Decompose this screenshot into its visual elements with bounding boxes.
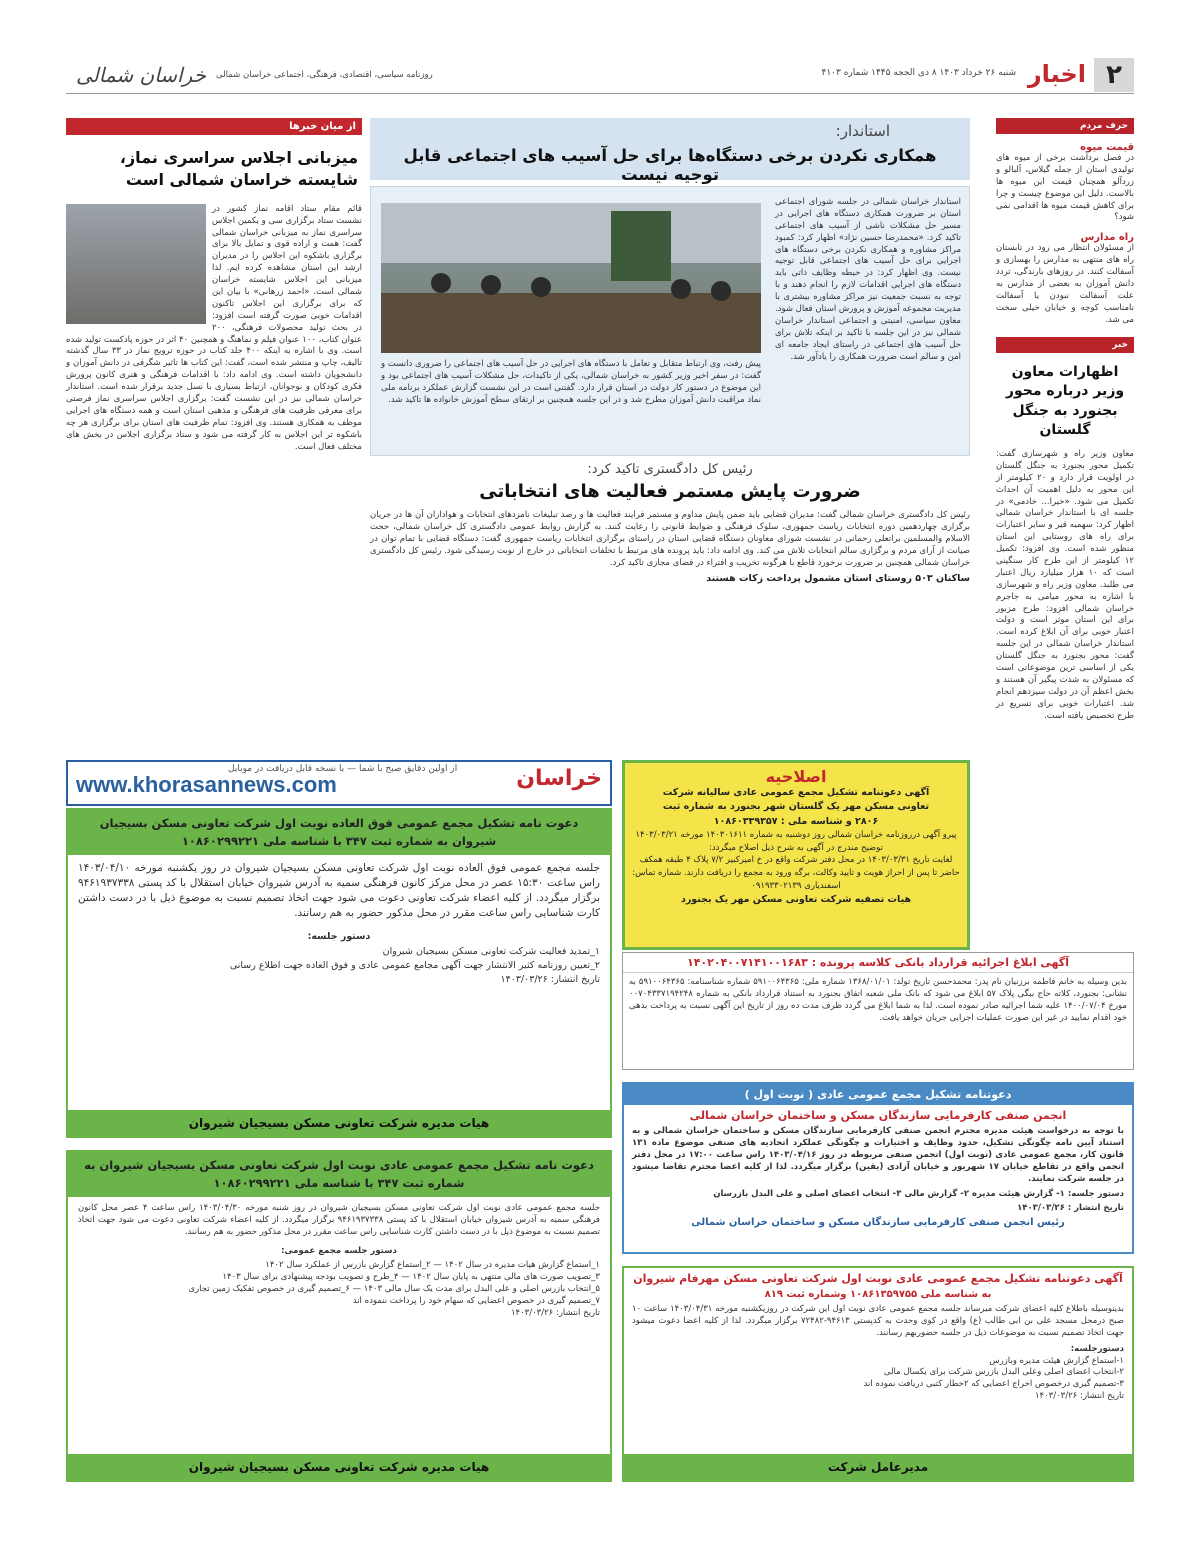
correction-line: ۲۸۰۶ و شناسه ملی : ۱۰۸۶۰۳۳۹۳۵۷	[713, 815, 879, 827]
page-number: ۲	[1094, 58, 1134, 92]
correction-signature: هیات تصفیه شرکت تعاونی مسکن مهر یک بجنورد	[680, 893, 912, 905]
item-heading: راه مدارس	[1080, 232, 1134, 244]
item-body: در فصل برداشت برخی از میوه های تولیدی استان از جمله گیلاس، آلبالو و زردآلو همچنان قیمت این میوه ها بالاست. دلیل این موضوع چیست و چرا برای کاهش قیمت میوه ها اقدامی نمی شود؟	[996, 153, 1134, 223]
conference-photo	[66, 204, 206, 324]
news-body: معاون وزیر راه و شهرسازی گفت: تکمیل محور بجنورد به جنگل گلستان در اولویت قرار دارد و ۲۰ کیلومتر از این محور به دلیل اهمیت آن احداث تکمیل می شود. «خیرا... خادمی» در جلسه ای با استاندار خراسان شمالی اظهار کرد: سهمیه قیر و سایر اعتبارات برای راه های روستایی این استان منظور شده است. وی افزود: تکمیل ۱۲ کیلومتر از این طرح کار سنگینی است که ۱۰ هزار میلیارد ریال اعتبار می طلبد. معاون وزیر راه و شهرسازی با اشاره به محور میامی به جاجرم خراسان شمالی افزود: طرح مزبور برای این استان موثر است و دولت اعتبار خوبی برای آن ابلاغ کرده است. استاندار خراسان شمالی در این جلسه گفت: محور بجنورد به جنگل گلستان یکی از اساسی ترین موضوعاتی است که مسئولان به شدت پیگیر آن هستند و بخش اعظم آن در دولت سیزدهم انجام شد. اعتبارات خوبی برای تسریع در طرح تخصیص یافته است.	[996, 448, 1135, 721]
lead-story	[370, 186, 970, 456]
lead-headline-box	[370, 118, 970, 184]
shirvan-body: جلسه مجمع عمومی فوق العاده نوبت اول شرکت تعاونی مسکن بسیجیان شیروان در روز یکشنبه مورخه ۱۴۰۳/۰۴/۱۰ راس ساعت ۱۵:۳۰ عصر در محل مرکز کانون فرهنگی سمیه به آدرس شیروان خیابان استقلال با کد پستی ۹۴۶۱۹۳۷۳۳۸ برگزار میگردد. از کلیه اعضاء شرکت تعاونی دعوت می شود جهت اتخاذ تصمیم نسبت به موضوع ذیل با در دست داشتن کارت شناسایی راس ساعت مقرر در محل مذکور حضور به هم رسانند.	[78, 861, 601, 920]
shirvan-footer: هیات مدیره شرکت تعاونی مسکن بسیجیان شیروان	[68, 1454, 610, 1480]
dateline: شنبه ۲۶ خرداد ۱۴۰۳ ۸ ذی الحجه ۱۴۴۵ شماره ۴۱۰۳	[821, 68, 1016, 78]
shirvan-agenda-heading: دستور جلسه:	[307, 930, 371, 942]
website-ad[interactable]	[66, 760, 612, 806]
shirvan-date: تاریخ انتشار: ۱۴۰۳/۰۳/۲۶	[510, 1307, 600, 1318]
lead-title: همکاری نکردن برخی دستگاه‌ها برای حل آسیب های اجتماعی قابل توجیه نیست	[403, 146, 937, 184]
mahrfam-body: بدینوسیله باطلاع کلیه اعضای شرکت میرساند جلسه مجمع عمومی عادی نوبت اول این شرکت در روزیکشنبه مورخه ۱۴۰۳/۰۴/۳۱ ساعت ۱۰ صبح درمحل مسجد علی بن ابی طالب (ع) واقع در کوی وحدت به کدپستی ۹۴۶۱۳-۷۲۴۸۲ برگزار میگردد. لذا از کلیه اعضا دعوت میشود جهت اتخاذ تصمیم نسبت به موضوعات ذیل در جلسه حضوربهم رسانند.	[632, 1304, 1124, 1338]
election-story	[370, 458, 970, 748]
shirvan-title: دعوت نامه تشکیل مجمع عمومی عادی نوبت اول شرکت تعاونی مسکن بسیجیان شیروان به شماره ثبت ۳۴۷ با شناسه ملی ۱۰۸۶۰۲۹۹۲۲۱	[68, 1152, 610, 1197]
tagline: روزنامه سیاسی، اقتصادی، فرهنگی، اجتماعی خراسان شمالی	[216, 70, 433, 80]
mahrfam-agenda-item: ۲-انتخاب اعضای اصلی وعلی البدل بازرس شرکت برای یکسال مالی	[883, 1367, 1124, 1378]
shirvan-body: جلسه مجمع عمومی عادی نوبت اول شرکت تعاونی مسکن بسیجیان شیروان در روز شنبه مورخه ۱۴۰۳/۰۴/۳۰ راس ساعت ۴ عصر محل کانون فرهنگی سمیه به آدرس شیروان خیابان استقلال با کد پستی ۹۴۶۱۹۳۷۳۳۸ برگزار میگردد. از کلیه اعضاء شرکت تعاونی دعوت می شود جهت اتخاذ تصمیم نسبت به موضوع ذیل با در دست داشتن کارت شناسایی راس ساعت مقرر در محل مذکور حضور به هم رسانند.	[78, 1202, 601, 1237]
mahrfam-agenda-item: ۳-تصمیم گیری درخصوص اخراج اعضایی که ۲خطار کتبی دریافت نموده اند	[863, 1379, 1124, 1390]
lead-body-text: استاندار خراسان شمالی در جلسه شورای اجتماعی استان بر ضرورت همکاری دستگاه های اجرایی در مسیر حل مشکلات ناشی از آسیب های اجتماعی تاکید کرد. «محمدرضا حسین نژاد» اظهار کرد: کمبود مراکز مشاوره و همکاری نکردن برخی دستگاه های اجرایی برای حل آسیب های اجتماعی قابل توجیه نیست. وی اظهار کرد: در حیطه وظایف ذاتی باید دستگاه های اجرایی اقدامات لازم را انجام دهند و با توجه به نسبت جمعیت نیز مراکز مشاوره بیشتری با مدیریت مجموعه آموزش و پرورش استان فعال شود. معاون سیاسی، امنیتی و اجتماعی استاندار خراسان شمالی نیز در این جلسه با تاکید بر اینکه تلاش برای حل آسیب های اجتماعی در راستای ایجاد جامعه ای امن و سالم است ضرورت همکاری را یادآور شد.	[774, 197, 961, 362]
website-url[interactable]: www.khorasannews.com	[76, 772, 337, 797]
shirvan-agenda-item: ۱_تمدید فعالیت شرکت تعاونی مسکن بسیجیان شیروان	[382, 946, 600, 958]
story-subheading: ساکنان ۵۰۳ روستای استان مشمول پرداخت زکات هستند	[706, 573, 970, 585]
lead-pretitle: استاندار:	[835, 122, 890, 140]
people-column	[996, 118, 1134, 722]
news-briefs-column	[66, 118, 362, 748]
mahrfam-footer: مدیرعامل شرکت	[624, 1454, 1132, 1480]
brief-body: قائم مقام ستاد اقامه نماز کشور در نشست ستاد برگزاری سی و یکمین اجلاس سراسری نماز به میزبانی خراسان شمالی گفت: همت و اراده قوی و تمایل بالا برای برگزاری باشکوه این اجلاس را در مدیران ارشد این استان مشاهده کرده ایم. لذا میزبانی این اجلاس شایسته خراسان شمالی است. «احمد زرهانی» با بیان این که برای برگزاری این اجلاس تاکنون اقدامات خوبی صورت گرفته است افزود: در بحث تولید محصولات فرهنگی، ۲۰۰ عنوان کتاب، ۱۰۰ عنوان فیلم و نماهنگ و همچنین ۴۰ اثر در حوزه پادکست تولید شده است. وی با اشاره به اینکه ۴۰۰ جلد کتاب در حوزه ترویج نماز در ۳۳ سال گذشته تالیف، چاپ و منتشر شده است، گفت: این کتاب ها تاثیر شگرفی در دانش آموزان و دانشجویان داشته است. وی ادامه داد: با اقدامات فرهنگی و هنری کانون پرورش فکری کودکان و نوجوانان، ارتباط بسیاری با نسل جدید برقرار شده است. استاندار خراسان شمالی نیز در این نشست گفت: برگزاری اجلاس سراسری نماز فرصتی برای معرفی ظرفیت های فرهنگی و مذهبی استان است و همه دستگاه های اجرایی موظف به همکاری هستند. وی افزود: تمام ظرفیت های استان برای برگزاری هر چه باشکوه تر این اجلاس به کار گرفته می شود و ستاد برگزاری اجلاس در بخش های مختلف فعال است.	[66, 203, 362, 452]
association-footer: رئیس انجمن صنفی کارفرمایی سازندگان مسکن و ساختمان خراسان شمالی	[691, 1217, 1065, 1229]
svg-text:خراسان شمالی: خراسان شمالی	[75, 63, 207, 87]
association-date: تاریخ انتشار : ۱۴۰۳/۰۳/۲۶	[1017, 1203, 1124, 1214]
lead-body-text-bottom: پیش رفت، وی ارتباط متقابل و تعامل با دستگاه های اجرایی در حل آسیب های اجتماعی را ضروری دانست و گفت: در سفر اخیر وزیر کشور به خراسان شمالی، یکی از تاکیدات، حل مشکلات آسیب های اجتماعی بود و این موضوع در دستور کار دولت در استان قرار دارد. گفتنی است در این نشست گزارش عملکرد برنامه ملی نماد مراقبت دانش آموزان مطرح شد و در این جلسه همچنین بر ارتقای سطح آموزش خانواده ها تاکید شد.	[381, 359, 761, 405]
association-name: انجمن صنفی کارفرمایی سازندگان مسکن و ساختمان خراسان شمالی	[689, 1109, 1067, 1122]
shirvan-ordinary-notice	[66, 1150, 612, 1482]
masthead	[66, 58, 1134, 94]
newspaper-logo	[66, 54, 216, 94]
shirvan-agenda-item: ۳_تصویب صورت های مالی منتهی به پایان سال ۱۴۰۲ — ۴_طرح و تصویب بودجه پیشنهادی برای سال ۱۴۰۳	[222, 1272, 600, 1283]
mahrfam-agenda-item: ۱-استماع گزارش هیئت مدیره وبازرس	[989, 1355, 1124, 1366]
news-header: خبر	[996, 337, 1134, 353]
story-title: ضرورت پایش مستمر فعالیت های انتخاباتی	[479, 481, 861, 502]
column-header: حرف مردم	[996, 118, 1134, 134]
shirvan-extraordinary-notice	[66, 808, 612, 1138]
meeting-photo	[381, 203, 761, 353]
section-title: اخبار	[1027, 60, 1086, 88]
mahrfam-subtitle: به شناسه ملی ۱۰۸۶۱۳۵۹۷۵۵ وشماره ثبت ۸۱۹	[764, 1289, 992, 1300]
story-pretitle: رئیس کل دادگستری تاکید کرد:	[587, 462, 753, 477]
shirvan-agenda-item: ۵_انتخاب بازرس اصلی و علی البدل برای مدت یک سال مالی ۱۴۰۳ — ۶_تصمیم گیری در خصوص تفکیک زمین تجاری	[188, 1284, 600, 1295]
item-body: از مسئولان انتظار می رود در تابستان راه های منتهی به مدارس را بهسازی و آسفالت کنند. در روزهای بارندگی، تردد دانش آموزان به بعضی از مدارس به علت آسفالت نبودن یا آسفالت نامناسب کوچه و خیابان خیلی سخت می شد.	[996, 243, 1134, 325]
shirvan-agenda-item: ۷_تصمیم گیری در خصوص اعضایی که سهام خود را پرداخت ننموده اند	[352, 1296, 600, 1307]
execution-notice	[622, 952, 1134, 1070]
column-header: از میان خبرها	[66, 118, 362, 135]
correction-line: پیرو آگهی درروزنامه خراسان شمالی روز دوشنبه به شماره ۱۴۰۳۰۱۶۱۱ مورخه ۱۴۰۳/۰۳/۲۱ توضیح مندرج در آگهی به شرح ذیل اصلاح میگردد:	[635, 829, 957, 853]
association-title: دعوتنامه تشکیل مجمع عمومی عادی ( نوبت اول )	[624, 1084, 1132, 1105]
website-note: از اولین دقایق صبح با شما — با نسخه قابل دریافت در موبایل	[228, 764, 458, 774]
correction-notice	[622, 760, 970, 950]
item-heading: قیمت میوه	[1080, 142, 1134, 153]
mahrfam-date: تاریخ انتشار: ۱۴۰۳/۰۳/۲۶	[1034, 1391, 1124, 1402]
correction-heading: اصلاحیه	[765, 767, 827, 786]
story-body: رئیس کل دادگستری خراسان شمالی گفت: مدیران قضایی باید ضمن پایش مداوم و مستمر فرایند فعالیت ها و رصد تبلیغات نامزدهای انتخابات و هواداران آن ها در جریان برگزاری چهاردهمین دوره انتخابات ریاست جمهوری، سلوک فرهنگی و ضوابط قانونی را رعایت کنند. به گزارش روابط عمومی دادگستری کل خراسان شمالی، حجت الاسلام والمسلمین براتعلی رحمانی در نشست شورای معاونان دستگاه قضایی استان در راستای برگزاری انتخابات ریاست جمهوری گفت: دستگاه قضایی با تمام توان در صیانت از آرای مردم و برگزاری سالم انتخابات تلاش می کند. وی ادامه داد: باید پرونده های مرتبط با تخلفات انتخاباتی در خارج از نوبت رسیدگی شود. رئیس کل دادگستری خراسان شمالی همچنین بر ضرورت برخورد قاطع با هرگونه تخریب و افتراء در فضای مجازی تاکید کرد.	[370, 510, 970, 568]
mahrfam-agenda-heading: دستورجلسه:	[1070, 1343, 1124, 1354]
shirvan-title: دعوت نامه تشکیل مجمع عمومی فوق العاده نوبت اول شرکت تعاونی مسکن بسیجیان شیروان به شماره ثبت ۳۴۷ با شناسه ملی ۱۰۸۶۰۲۹۹۲۲۱	[68, 810, 610, 855]
association-notice	[622, 1082, 1134, 1254]
shirvan-agenda-item: ۱_استماع گزارش هیات مدیره در سال ۱۴۰۲ — ۲_استماع گزارش بازرس از عملکرد سال ۱۴۰۲	[265, 1260, 600, 1271]
association-agenda: دستور جلسه: ۱- گزارش هیئت مدیره ۲- گزارش مالی ۳- انتخاب اعضای اصلی و علی البدل بازرسان	[713, 1189, 1124, 1200]
execution-body: بدین وسیله به خانم فاطمه برزنیان نام پدر: محمدحسن تاریخ تولد: ۱۳۶۸/۰۱/۰۱ شماره ملی: ۵۹۱۰۰۶۴۳۶۵ شماره شناسنامه: ۵۹۱۰۰۶۴۳۶۵ به نشانی: بجنورد، کلاته حاج بیگی پلاک ۵۷ ابلاغ می شود که بانک ملی شعبه اتفاق بجنورد به استناد قرارداد بانکی به شماره ۰۰۷۰۴۳۳۷۱۹۴۲۴۸ مورخ ۱۴۰۰/۰۷/۰۴ علیه شما اجرائیه صادر نموده است. لذا به شما ابلاغ می گردد ظرف مدت ده روز از تاریخ این آگهی نسبت به پرداخت بدهی خود اقدام نمایید در غیر این صورت عملیات اجرایی جریان خواهد یافت.	[629, 977, 1128, 1023]
correction-line: آگهی دعوتنامه تشکیل مجمع عمومی عادی سالیانه شرکت	[662, 787, 930, 798]
website-logo: خراسان	[516, 766, 602, 791]
news-title: اظهارات معاون وزیر درباره محور بجنورد به جنگل گلستان	[1005, 363, 1125, 439]
shirvan-agenda-heading: دستور جلسه مجمع عمومی:	[281, 1246, 397, 1257]
association-body: با توجه به درخواست هیئت مدیره محترم انجمن صنفی کارفرمایی سازندگان مسکن و ساختمان خراسان شمالی و به استناد آیین نامه چگونگی تشکیل، حدود وظایف و اختیارات و چگونگی عملکرد اتحادیه های صنفی موضوع ماده ۱۳۱ قانون کار، مجمع عمومی عادی (نوبت اول) انجمن صنفی مربوطه در روز ۱۴۰۳/۰۴/۱۶ راس ساعت ۱۷:۰۰ در محل دفتر انجمن واقع در تقاطع خیابان ۱۷ شهریور و خیابان آزادی (یقین) برگزار میگردد. لذا از کلیه اعضا محترم تقاضا میشود در جلسه شرکت نمایند.	[632, 1126, 1124, 1184]
mahrfam-notice	[622, 1266, 1134, 1482]
mahrfam-title: آگهی دعوتنامه تشکیل مجمع عمومی عادی نوبت اول شرکت تعاونی مسکن مهرفام شیروان	[633, 1272, 1123, 1285]
shirvan-date: تاریخ انتشار: ۱۴۰۳/۰۳/۲۶	[500, 973, 600, 985]
shirvan-agenda-item: ۲_تعیین روزنامه کثیر الانتشار جهت آگهی مجامع عمومی عادی و فوق العاده جهت اطلاع رسانی	[229, 960, 600, 972]
correction-line: تعاونی مسکن مهر یک گلستان شهر بجنورد به شماره ثبت	[662, 801, 930, 813]
correction-line: لغایت تاریخ ۱۴۰۳/۰۳/۳۱ در محل دفتر شرکت واقع در خ امیرکبیر ۷/۲ پلاک ۴ طبقه همکف حاضر تا پس از احراز هویت و تایید وکالت، برگه ورود به مجمع را دریافت دارند. شماره تماس: اسفندیاری ۰۹۱۹۳۳۰۲۱۳۹	[632, 855, 960, 891]
shirvan-footer: هیات مدیره شرکت تعاونی مسکن بسیجیان شیروان	[68, 1110, 610, 1136]
brief-title: میزبانی اجلاس سراسری نماز، شایسته خراسان شمالی است	[119, 148, 358, 190]
execution-heading: آگهی ابلاغ اجرائیه قرارداد بانکی کلاسه پرونده : ۱۴۰۲۰۴۰۰۷۱۴۱۰۰۱۶۸۳	[623, 953, 1133, 973]
